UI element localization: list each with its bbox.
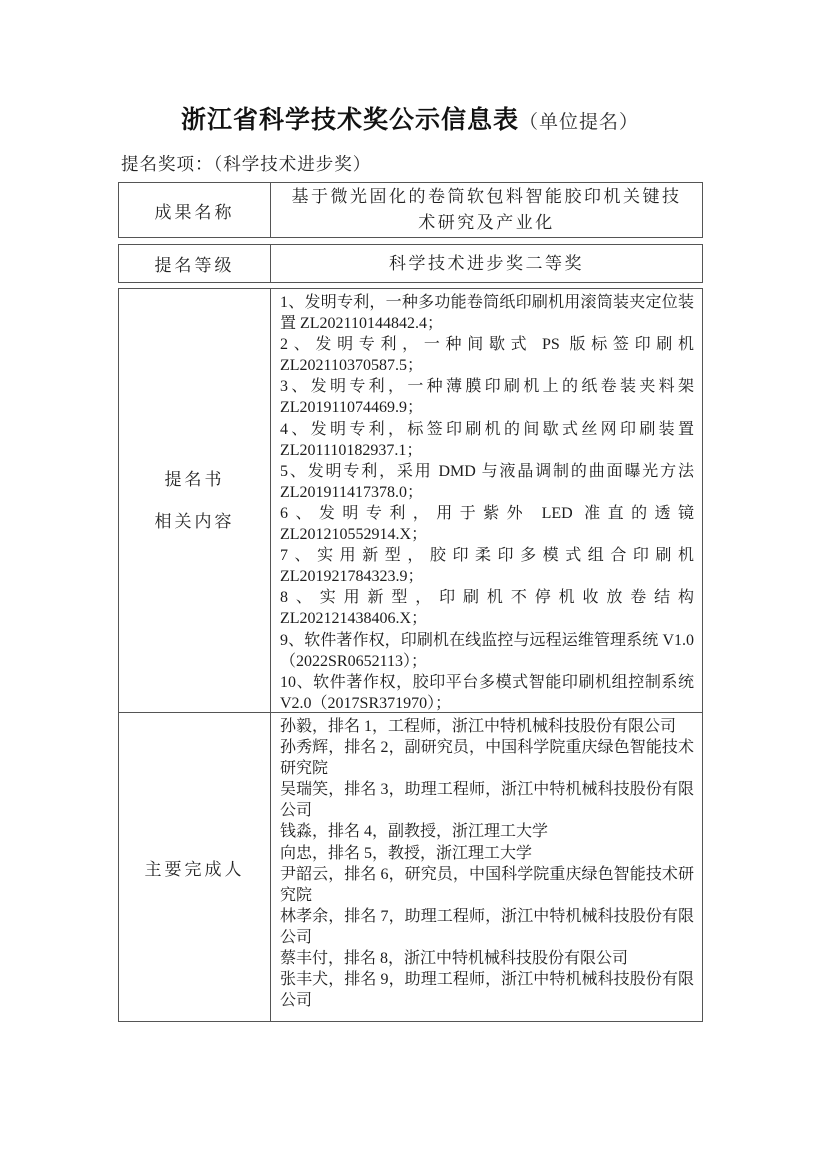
content-line: 4、发明专利，标签印刷机的间歇式丝网印刷装置 ZL201110182937.1； <box>280 420 694 459</box>
content-line: 孙秀辉，排名 2，副研究员，中国科学院重庆绿色智能技术研究院 <box>280 739 694 778</box>
award-level-value-cell <box>271 245 702 282</box>
table-row-nomination-content <box>119 289 702 713</box>
table-lower-section <box>118 288 703 1022</box>
content-line: 8、实用新型，印刷机不停机收放卷结构 ZL202121438406.X； <box>280 589 694 628</box>
content-line: 5、发明专利，采用 DMD 与液晶调制的曲面曝光方法 ZL201911417378.0； <box>280 462 694 501</box>
page-title <box>0 100 820 136</box>
table-row-award-level <box>118 244 703 283</box>
completers-items-cell <box>271 713 702 1021</box>
content-line: 7、实用新型，胶印柔印多模式组合印刷机 ZL201921784323.9； <box>280 547 694 586</box>
nomination-content-label <box>119 289 271 712</box>
award-level-value: 科学技术进步奖二等奖 <box>389 253 584 273</box>
award-level-label: 提名等级 <box>119 245 271 282</box>
nomination-items-cell <box>271 289 702 712</box>
result-name-value-cell <box>271 183 702 237</box>
title-subtitle-text: （单位提名） <box>519 112 640 133</box>
content-line: 10、软件著作权，胶印平台多模式智能印刷机组控制系统 V2.0（2017SR371970）； <box>280 673 694 712</box>
content-line: 3、发明专利，一种薄膜印刷机上的纸卷装夹料架 ZL201911074469.9； <box>280 378 694 417</box>
content-line: 尹韶云，排名 6，研究员，中国科学院重庆绿色智能技术研究院 <box>280 865 694 904</box>
content-line: 1、发明专利，一种多功能卷筒纸印刷机用滚筒装夹定位装置 ZL202110144842.4； <box>280 294 694 333</box>
content-line: 蔡丰付，排名 8，浙江中特机械科技股份有限公司 <box>280 950 629 968</box>
content-line: 吴瑞笑，排名 3，助理工程师，浙江中特机械科技股份有限公司 <box>280 781 694 820</box>
content-line: 张丰犬，排名 9，助理工程师，浙江中特机械科技股份有限公司 <box>280 971 694 1010</box>
award-category-line: 提名奖项：（科学技术进步奖） <box>121 154 372 174</box>
nomination-label-line2: 相关内容 <box>154 511 235 531</box>
main-completers-label: 主要完成人 <box>119 713 271 1021</box>
nomination-label-line1: 提名书 <box>164 469 225 489</box>
result-name-value: 基于微光固化的卷筒软包料智能胶印机关键技术研究及产业化 <box>291 187 682 232</box>
content-line: 孙毅，排名 1，工程师，浙江中特机械科技股份有限公司 <box>280 718 677 735</box>
content-line: 9、软件著作权，印刷机在线监控与远程运维管理系统 V1.0（2022SR0652113）； <box>280 631 694 670</box>
content-line: 钱淼，排名 4，副教授，浙江理工大学 <box>280 823 549 841</box>
content-line: 向忠，排名 5，教授，浙江理工大学 <box>280 844 533 862</box>
table-row-result-name <box>118 182 703 238</box>
content-line: 林孝余，排名 7，助理工程师，浙江中特机械科技股份有限公司 <box>280 907 694 946</box>
content-line: 2、发明专利，一种间歇式 PS 版标签印刷机 ZL202110370587.5； <box>280 336 694 375</box>
table-row-main-completers <box>119 713 702 1021</box>
title-main-text: 浙江省科学技术奖公示信息表 <box>180 106 519 134</box>
content-line: 6、发明专利，用于紫外 LED 准直的透镜 ZL201210552914.X； <box>280 504 694 544</box>
result-name-label: 成果名称 <box>119 183 271 237</box>
